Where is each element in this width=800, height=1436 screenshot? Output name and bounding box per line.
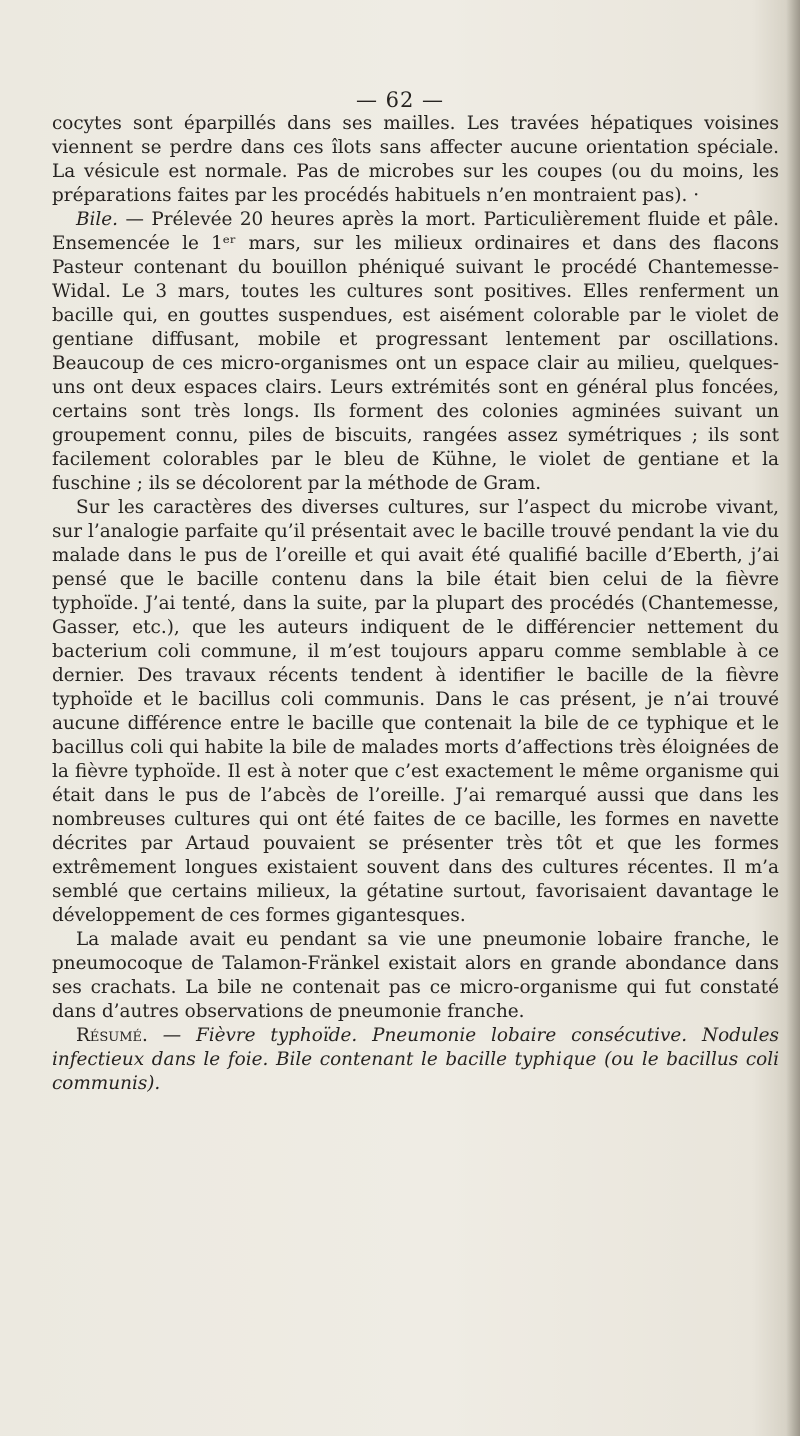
paragraph-pneumonia: La malade avait eu pendant sa vie une pneumonie lobaire franche, le pneumocoque de Talamon-Fränkel existait alors en grande abondance dans ses crachats. La bile ne contenait pas ce micro-organisme qui fut constaté dans d’autres observations de pneumonie franche.: [52, 929, 779, 1022]
paragraph-summary-text: — Fièvre typhoïde. Pneumonie lobaire consécutive. Nodules infectieux dans le foie. Bile contenant le bacille typhique (ou le bacillus coli communis).: [52, 1025, 779, 1094]
paragraph-lead-summary: Résumé.: [76, 1025, 148, 1046]
page-edge-shadow: [786, 0, 800, 1436]
paragraph-continuation: cocytes sont éparpillés dans ses mailles. Les travées hépatiques voisines viennent se perdre dans ces îlots sans affecter aucune orientation spéciale. La vésicule est normale. Pas de microbes sur les coupes (ou du moins, les préparations faites par les procédés habituels n’en montraient pas). ·: [52, 113, 779, 206]
paragraph-summary: [52, 1024, 779, 1096]
paragraph-cultures: Sur les caractères des diverses cultures, sur l’aspect du microbe vivant, sur l’analogie parfaite qu’il présentait avec le bacille trouvé pendant la vie du malade dans le pus de l’oreille et qui avait été qualifié bacille d’Eberth, j’ai pensé que le bacille contenu dans la bile était bien celui de la fièvre typhoïde. J’ai tenté, dans la suite, par la plupart des procédés (Chantemesse, Gasser, etc.), que les auteurs indiquent de le différencier nettement du bacterium coli commune, il m’est toujours apparu comme semblable à ce dernier. Des travaux récents tendent à identifier le bacille de la fièvre typhoïde et le bacillus coli communis. Dans le cas présent, je n’ai trouvé aucune différence entre le bacille que contenait la bile de ce typhique et le bacillus coli qui habite la bile de malades morts d’affections très éloignées de la fièvre typhoïde. Il est à noter que c’est exactement le même organisme qui était dans le pus de l’abcès de l’oreille. J’ai remarqué aussi que dans les nombreuses cultures qui ont été faites de ce bacille, les formes en navette décrites par Artaud pouvaient se présenter très tôt et que les formes extrêmement longues existaient souvent dans des cultures récentes. Il m’a semblé que certains milieux, la gétatine surtout, favorisaient davantage le développement de ces formes gigantesques.: [52, 497, 779, 926]
page-number: — 62 —: [355, 88, 445, 112]
paragraph-bile: [52, 208, 779, 496]
paragraph-bile-text: — Prélevée 20 heures après la mort. Particulièrement fluide et pâle. Ensemencée le 1ᵉʳ mars, sur les milieux ordinaires et dans des flacons Pasteur contenant du bouillon phéniqué suivant le procédé Chantemesse-Widal. Le 3 mars, toutes les cultures sont positives. Elles renferment un bacille qui, en gouttes suspendues, est aisément colorable par le violet de gentiane diffusant, mobile et progressant lentement par oscillations. Beaucoup de ces micro-organismes ont un espace clair au milieu, quelques-uns ont deux espaces clairs. Leurs extrémités sont en général plus foncées, certains sont très longs. Ils forment des colonies agminées suivant un groupement connu, piles de biscuits, rangées assez symétriques ; ils sont facilement colorables par le bleu de Kühne, le violet de gentiane et la fuschine ; ils se décolorent par la méthode de Gram.: [52, 209, 779, 494]
paragraph-lead-bile: Bile.: [76, 209, 119, 230]
body-text: [52, 112, 779, 1096]
